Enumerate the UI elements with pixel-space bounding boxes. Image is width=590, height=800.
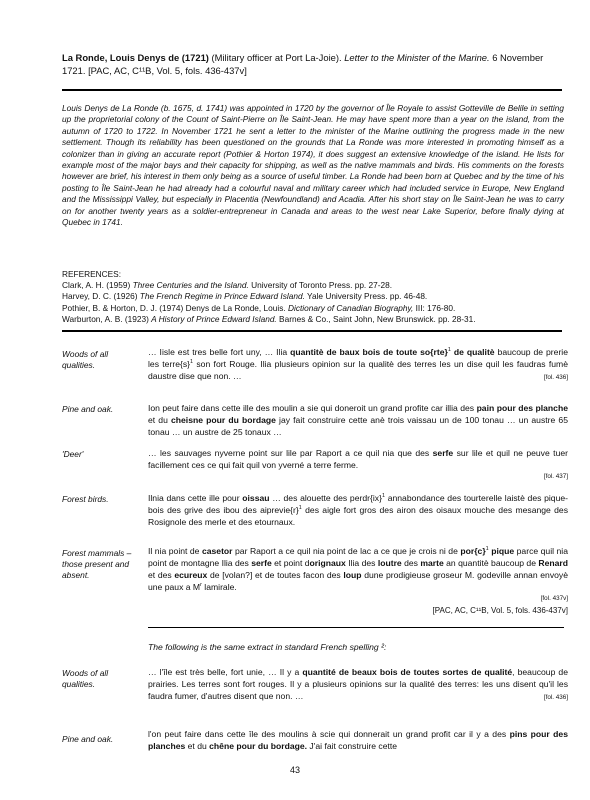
reference-item: Warburton, A. B. (1923) A History of Prince Edward Island. Barnes & Co., Saint John, New Brunswick. pp. 28-31. xyxy=(62,313,476,324)
header-author: La Ronde, Louis Denys de (1721) xyxy=(62,52,209,63)
margin-note: Woods of all qualities. xyxy=(62,349,109,370)
folio-ref: [fol. 436] xyxy=(543,694,568,701)
transcription-entry: Il nia point de casetor par Raport a ce quil nia point de lac a ce que je crois ni de $por\{c\}^1$ pique parce quil nia point de montagne Ilia des serfe et point dorignaux Ilia des loutre des marte an quantitè baucoup de Renard et des ecureux de [volan?] et de toutes facon des loup dune prodigieuse groseur M. godeville annan envoyè une paux a $M^r$ lamirale. [fol. 437v] [PAC, AC, C¹¹B, Vol. 5, fols. 436-437v] xyxy=(148,546,568,615)
extract-title: The following is the same extract in standard French spelling ²: xyxy=(148,642,387,652)
reference-item: Pothier, B. & Horton, D. J. (1974) Denys de La Ronde, Louis. Dictionary of Canadian Biography, III: 176-80. xyxy=(62,302,456,313)
references-heading: REFERENCES: xyxy=(62,269,122,279)
intro-paragraph: Louis Denys de La Ronde (b. 1675, d. 1741) was appointed in 1720 by the governor of Île Royale to assist Gotteville de Belile in setting up the proprietorial colony of the Count of Saint-Pierre on Île Saint-Jean. He may have spent more than a year on the island, from the autumn of 1720 to 1722. In November 1721 he sent a letter to the minister of the Marine outlining the progress made in the new settlement. Though its reliability has been questioned on the grounds that La Ronde was more interested in promoting himself as a colonizer than in giving an accurate report (Pothier & Horton 1974), it does suggest an extensive knowledge of the island. He lists for example most of the major bays and their capacity for shipping, as well as the native mammals and birds. His comments on the forests however are brief, his interest in them only being as a source of useful timber. La Ronde had been born at Quebec and by the time of his posting to Île Saint-Jean he had already had a colourful naval and military career which had included service in Europe, New England and the Mississippi Valley, but especially in Placentia (Newfoundland) and Acadia. After his short stay on Île Saint-Jean he was to carry on for another twenty years as a soldier-entrepreneur in Canada and areas to the west near Lake Superior, before finally dying at Quebec in 1741. xyxy=(62,103,564,228)
document-header xyxy=(62,51,562,77)
margin-note: Pine and oak. xyxy=(62,404,114,414)
reference-item: Harvey, D. C. (1926) The French Regime in Prince Edward Island. Yale University Press. pp. 46-48. xyxy=(62,291,428,302)
references-section xyxy=(62,269,564,325)
references-divider xyxy=(62,330,562,332)
source-citation: [PAC, AC, C¹¹B, Vol. 5, fols. 436-437v] xyxy=(432,606,568,615)
transcription-entry: Ion peut faire dans cette ille des moulin a sie qui doneroit un grand profite car illia des pain pour des planche et du cheisne pour du bordage jay fait construire cette anè trois vaissau un de 100 tonau … un austre 65 tonau … un austre de 25 tonaux … xyxy=(148,403,568,437)
header-divider xyxy=(62,89,562,91)
modern-entry: … l'île est très belle, fort unie, … Il y a quantité de beaux bois de toutes sortes de qualité, beaucoup de prairies. Les terres sont fort rouges. Il y a plusieurs opinions sur la qualité des terres: les uns disent qu'il les faudra fumer, d'autres disent que non. … [fol. 436] xyxy=(148,666,568,704)
modern-entry: l'on peut faire dans cette île des moulins à scie qui donnerait un grand profit car il y a des pins pour des planches et du chêne pour du bordage. J'ai fait construire cette xyxy=(148,729,568,751)
folio-ref: [fol. 437] xyxy=(543,473,568,480)
header-role: (Military officer at Port La-Joie). xyxy=(211,52,342,63)
margin-note: Woods of all qualities. xyxy=(62,668,109,689)
margin-note: Pine and oak. xyxy=(62,734,114,744)
folio-ref: [fol. 437v] xyxy=(540,595,568,602)
margin-note: Forest mammals – those present and absent. xyxy=(62,548,132,580)
header-title: Letter to the Minister of the Marine. xyxy=(344,52,490,63)
margin-note: 'Deer' xyxy=(62,449,84,459)
folio-ref: [fol. 436] xyxy=(543,374,568,381)
page-number: 43 xyxy=(289,765,300,775)
transcription-entry: … les sauvages nyverne point sur lile par Raport a ce quil nia que des serfe sur lile et quil ne peuve tuer facillement ces ce qui fait quil von yverné a terre ferme. [fol. 437] xyxy=(148,447,568,483)
transcription-entry: Ilnia dans cette ille pour oissau … des alouette des perdr{ix}$^1$ annabondance des tourterelle laistè des pique-bois des grive des ibou des $aiprevie\{r\}^1$ des aigle fort gros des airon des oisaux mouche des mesange des Rosignole des merle et des etournaux. xyxy=(148,493,568,527)
header-date-ref: 6 November 1721. [PAC, AC, C¹¹B, Vol. 5, fols. 436-437v] xyxy=(62,52,544,77)
margin-note: Forest birds. xyxy=(62,494,109,504)
reference-item: Clark, A. H. (1959) Three Centuries and the Island. University of Toronto Press. pp. 27-28. xyxy=(62,280,393,291)
transcription-entry: … Iisle est tres belle fort uny, … Ilia quantitè de baux bois de toute so{rte}$^1$ de qualitè baucoup de prerie les $terre\{s\}^1$ son fort Rouge. Ilia plusieurs opinion sur la qualitè des terres les un dise quil les faudras fumè daustre dise que non. … [fol. 436] xyxy=(148,346,568,384)
extract-divider xyxy=(148,627,564,628)
